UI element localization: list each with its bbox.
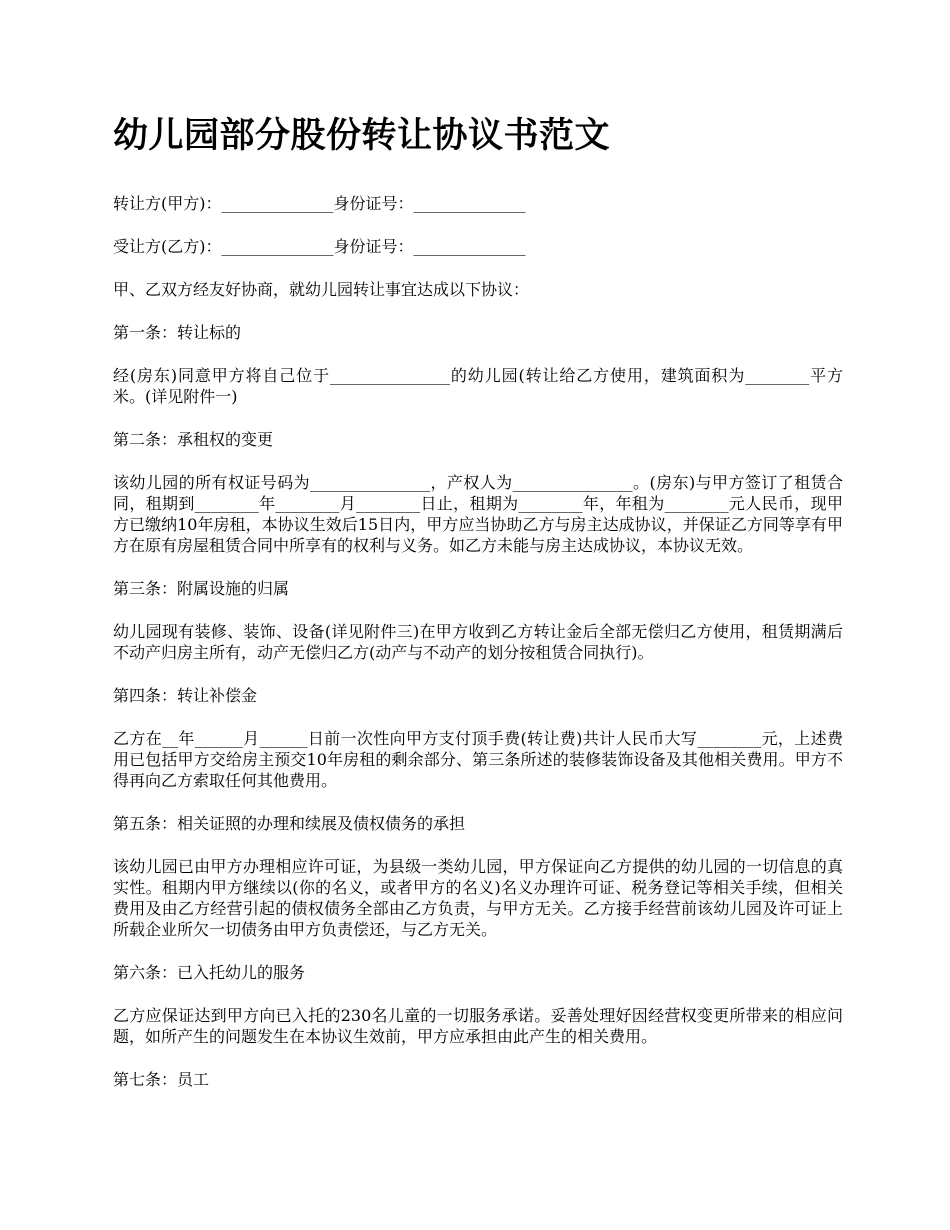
article-1-body: 经(房东)同意甲方将自己位于_______________的幼儿园(转让给乙方使用，建筑面积为________平方米。(详见附件一) — [113, 366, 843, 406]
article-6-body: 乙方应保证达到甲方向已入托的230名儿童的一切服务承诺。妥善处理好因经营权变更所带来的相应问题，如所产生的问题发生在本协议生效前，甲方应承担由此产生的相关费用。 — [113, 1006, 843, 1046]
article-6-heading: 第六条：已入托幼儿的服务 — [113, 963, 306, 982]
article-4-body: 乙方在__年______月______日前一次性向甲方支付顶手费(转让费)共计人民币大写________元，上述费用已包括甲方交给房主预交10年房租的剩余部分、第三条所述的装修装饰设备及其他相关费用。甲方不得再向乙方索取任何其他费用。 — [113, 729, 843, 790]
document-page — [113, 112, 843, 1112]
article-2-body: 该幼儿园的所有权证号码为_______________，产权人为_______________。(房东)与甲方签订了租赁合同，租期到________年________月________日止，租期为________年，年租为________元人民币，现甲方已缴纳10年房租，本协议生效后15日内，甲方应当协助乙方与房主达成协议，并保证乙方同等享有甲方在原有房屋租赁合同中所享有的权利与义务。如乙方未能与房主达成协议，本协议无效。 — [113, 473, 843, 555]
article-5-body: 该幼儿园已由甲方办理相应许可证，为县级一类幼儿园，甲方保证向乙方提供的幼儿园的一切信息的真实性。租期内甲方继续以(你的名义，或者甲方的名义)名义办理许可证、税务登记等相关手续，但相关费用及由乙方经营引起的债权债务全部由乙方负责，与甲方无关。乙方接手经营前该幼儿园及许可证上所载企业所欠一切债务由甲方负责偿还，与乙方无关。 — [113, 857, 843, 939]
article-7-heading: 第七条：员工 — [113, 1070, 210, 1089]
article-1-heading: 第一条：转让标的 — [113, 323, 242, 342]
article-4-heading: 第四条：转让补偿金 — [113, 686, 258, 705]
article-3-body: 幼儿园现有装修、装饰、设备(详见附件三)在甲方收到乙方转让金后全部无偿归乙方使用，租赁期满后不动产归房主所有，动产无偿归乙方(动产与不动产的划分按租赁合同执行)。 — [113, 622, 843, 662]
document-title: 幼儿园部分股份转让协议书范文 — [113, 116, 611, 156]
party-b-line: 受让方(乙方)：______________身份证号：______________ — [113, 237, 526, 256]
article-2-heading: 第二条：承租权的变更 — [113, 430, 274, 449]
article-5-heading: 第五条：相关证照的办理和续展及债权债务的承担 — [113, 814, 466, 833]
agreement-intro: 甲、乙双方经友好协商，就幼儿园转让事宜达成以下协议： — [113, 280, 530, 299]
article-3-heading: 第三条：附属设施的归属 — [113, 579, 290, 598]
party-a-line: 转让方(甲方)：______________身份证号：______________ — [113, 194, 526, 213]
